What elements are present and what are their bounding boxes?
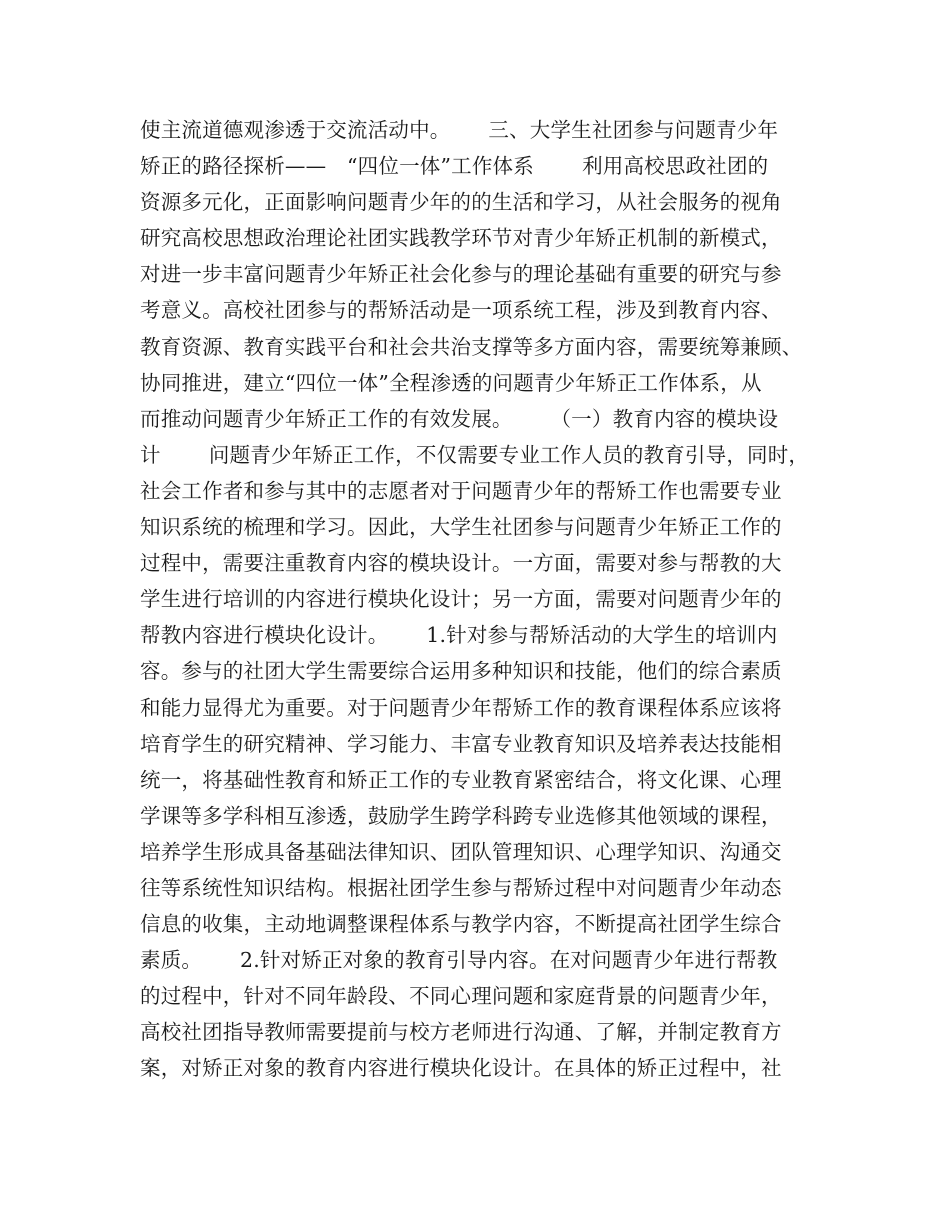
text-line: 社会工作者和参与其中的志愿者对于问题青少年的帮矫工作也需要专业 xyxy=(140,478,782,503)
text-line: 和能力显得尤为重要。对于问题青少年帮矫工作的教育课程体系应该将 xyxy=(140,695,782,720)
text-line: 学生进行培训的内容进行模块化设计；另一方面，需要对问题青少年的 xyxy=(140,587,782,612)
text-line: 高校社团指导教师需要提前与校方老师进行沟通、了解，并制定教育方 xyxy=(140,1020,782,1045)
text-line: 对进一步丰富问题青少年矫正社会化参与的理论基础有重要的研究与参 xyxy=(140,262,782,287)
text-line: 计 问题青少年矫正工作，不仅需要专业工作人员的教育引导，同时， xyxy=(140,442,810,467)
text-line: 学课等多学科相互渗透，鼓励学生跨学科跨专业选修其他领域的课程， xyxy=(140,803,782,828)
text-line: 统一，将基础性教育和矫正工作的专业教育紧密结合，将文化课、心理 xyxy=(140,767,782,792)
text-line: 培养学生形成具备基础法律知识、团队管理知识、心理学知识、沟通交 xyxy=(140,839,782,864)
text-line: 而推动问题青少年矫正工作的有效发展。 （一）教育内容的模块设 xyxy=(140,406,779,431)
text-line: 协同推进，建立“四位一体”全程渗透的问题青少年矫正工作体系，从 xyxy=(140,370,762,395)
text-line: 教育资源、教育实践平台和社会共治支撑等多方面内容，需要统筹兼顾、 xyxy=(140,334,803,359)
text-line: 考意义。高校社团参与的帮矫活动是一项系统工程，涉及到教育内容、 xyxy=(140,298,782,323)
text-line: 矫正的路径探析—— “四位一体”工作体系 利用高校思政社团的 xyxy=(140,154,769,179)
text-line: 帮教内容进行模块化设计。 1.针对参与帮矫活动的大学生的培训内 xyxy=(140,623,778,648)
text-line: 信息的收集，主动地调整课程体系与教学内容，不断提高社团学生综合 xyxy=(140,912,782,937)
text-line: 研究高校思想政治理论社团实践教学环节对青少年矫正机制的新模式， xyxy=(140,226,782,251)
text-line: 过程中，需要注重教育内容的模块设计。一方面，需要对参与帮教的大 xyxy=(140,551,782,576)
text-line: 素质。 2.针对矫正对象的教育引导内容。在对问题青少年进行帮教 xyxy=(140,948,778,973)
text-line: 往等系统性知识结构。根据社团学生参与帮矫过程中对问题青少年动态 xyxy=(140,875,782,900)
body-text xyxy=(140,112,830,1087)
text-line: 知识系统的梳理和学习。因此，大学生社团参与问题青少年矫正工作的 xyxy=(140,515,782,540)
text-line: 培育学生的研究精神、学习能力、丰富专业教育知识及培养表达技能相 xyxy=(140,731,782,756)
text-line: 的过程中，针对不同年龄段、不同心理问题和家庭背景的问题青少年， xyxy=(140,984,782,1009)
text-line: 资源多元化，正面影响问题青少年的的生活和学习，从社会服务的视角 xyxy=(140,190,782,215)
text-line: 使主流道德观渗透于交流活动中。 三、大学生社团参与问题青少年 xyxy=(140,118,779,142)
text-line: 容。参与的社团大学生需要综合运用多种知识和技能，他们的综合素质 xyxy=(140,659,782,684)
text-line: 案，对矫正对象的教育内容进行模块化设计。在具体的矫正过程中，社 xyxy=(140,1056,782,1081)
